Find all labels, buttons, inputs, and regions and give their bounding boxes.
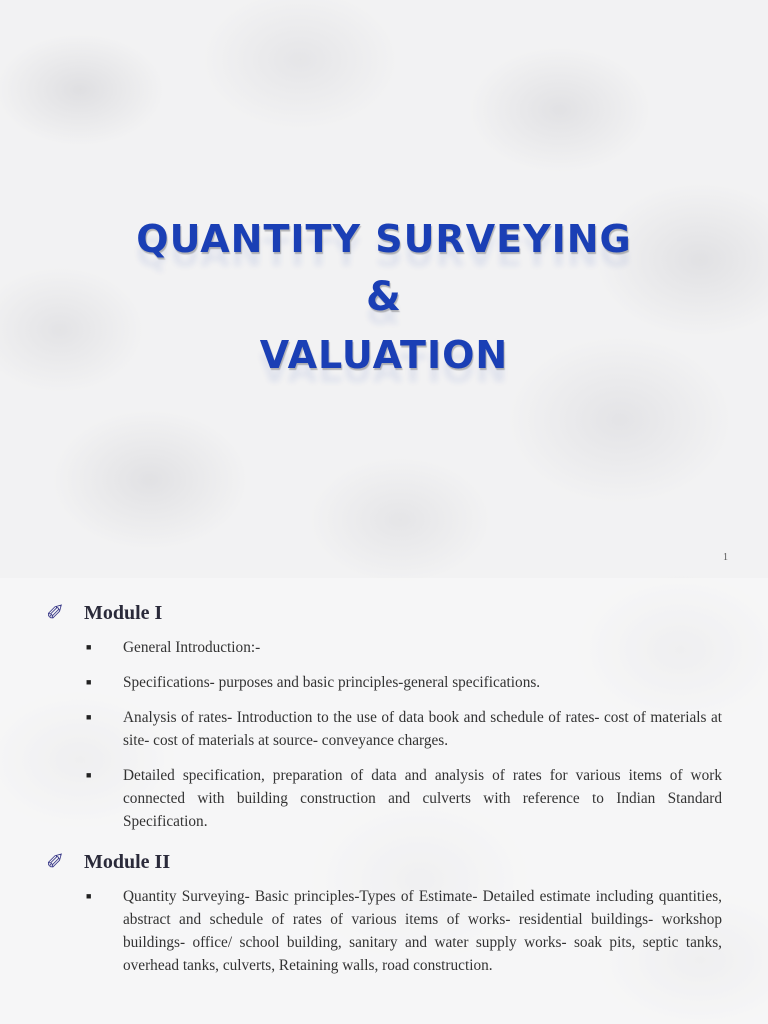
list-item (46, 636, 722, 659)
list-item (46, 671, 722, 694)
list-item (46, 764, 722, 833)
square-bullet-icon: ■ (86, 712, 92, 722)
title-line-3: VALUATION (259, 333, 509, 377)
title-line-1: QUANTITY SURVEYING (136, 217, 632, 261)
syllabus-content (46, 596, 722, 989)
list-item-text: Detailed specification, preparation of data and analysis of rates for various items of work connected with building construction and culverts with reference to Indian Standard Specification. (123, 767, 722, 830)
square-bullet-icon: ■ (86, 677, 92, 687)
list-item-text: Analysis of rates- Introduction to the use of data book and schedule of rates- cost of materials at site- cost of materials at source- conveyance charges. (123, 709, 722, 749)
square-bullet-icon: ■ (86, 891, 92, 901)
list-item-text: General Introduction:- (123, 639, 261, 656)
pen-nib-icon: ✐ (46, 600, 65, 625)
pen-nib-icon: ✐ (46, 849, 65, 874)
module-2-title: Module II (84, 850, 171, 873)
list-item (46, 885, 722, 977)
module-2-heading (46, 845, 722, 879)
title-line-2: & (366, 274, 402, 320)
slide-page-number: 1 (723, 552, 728, 563)
square-bullet-icon: ■ (86, 642, 92, 652)
square-bullet-icon: ■ (86, 770, 92, 780)
list-item-text: Quantity Surveying- Basic principles-Types of Estimate- Detailed estimate including quantities, abstract and schedule of rates of various items of works- residential buildings- workshop buildings- office/ school building, sanitary and water supply works- soak pits, septic tanks, overhead tanks, culverts, Retaining walls, road construction. (123, 888, 722, 974)
list-item (46, 706, 722, 752)
module-2-list (46, 885, 722, 977)
module-1-title: Module I (84, 601, 163, 624)
slide-title (0, 210, 768, 384)
module-1-heading (46, 596, 722, 630)
module-1-list (46, 636, 722, 833)
list-item-text: Specifications- purposes and basic principles-general specifications. (123, 674, 541, 691)
